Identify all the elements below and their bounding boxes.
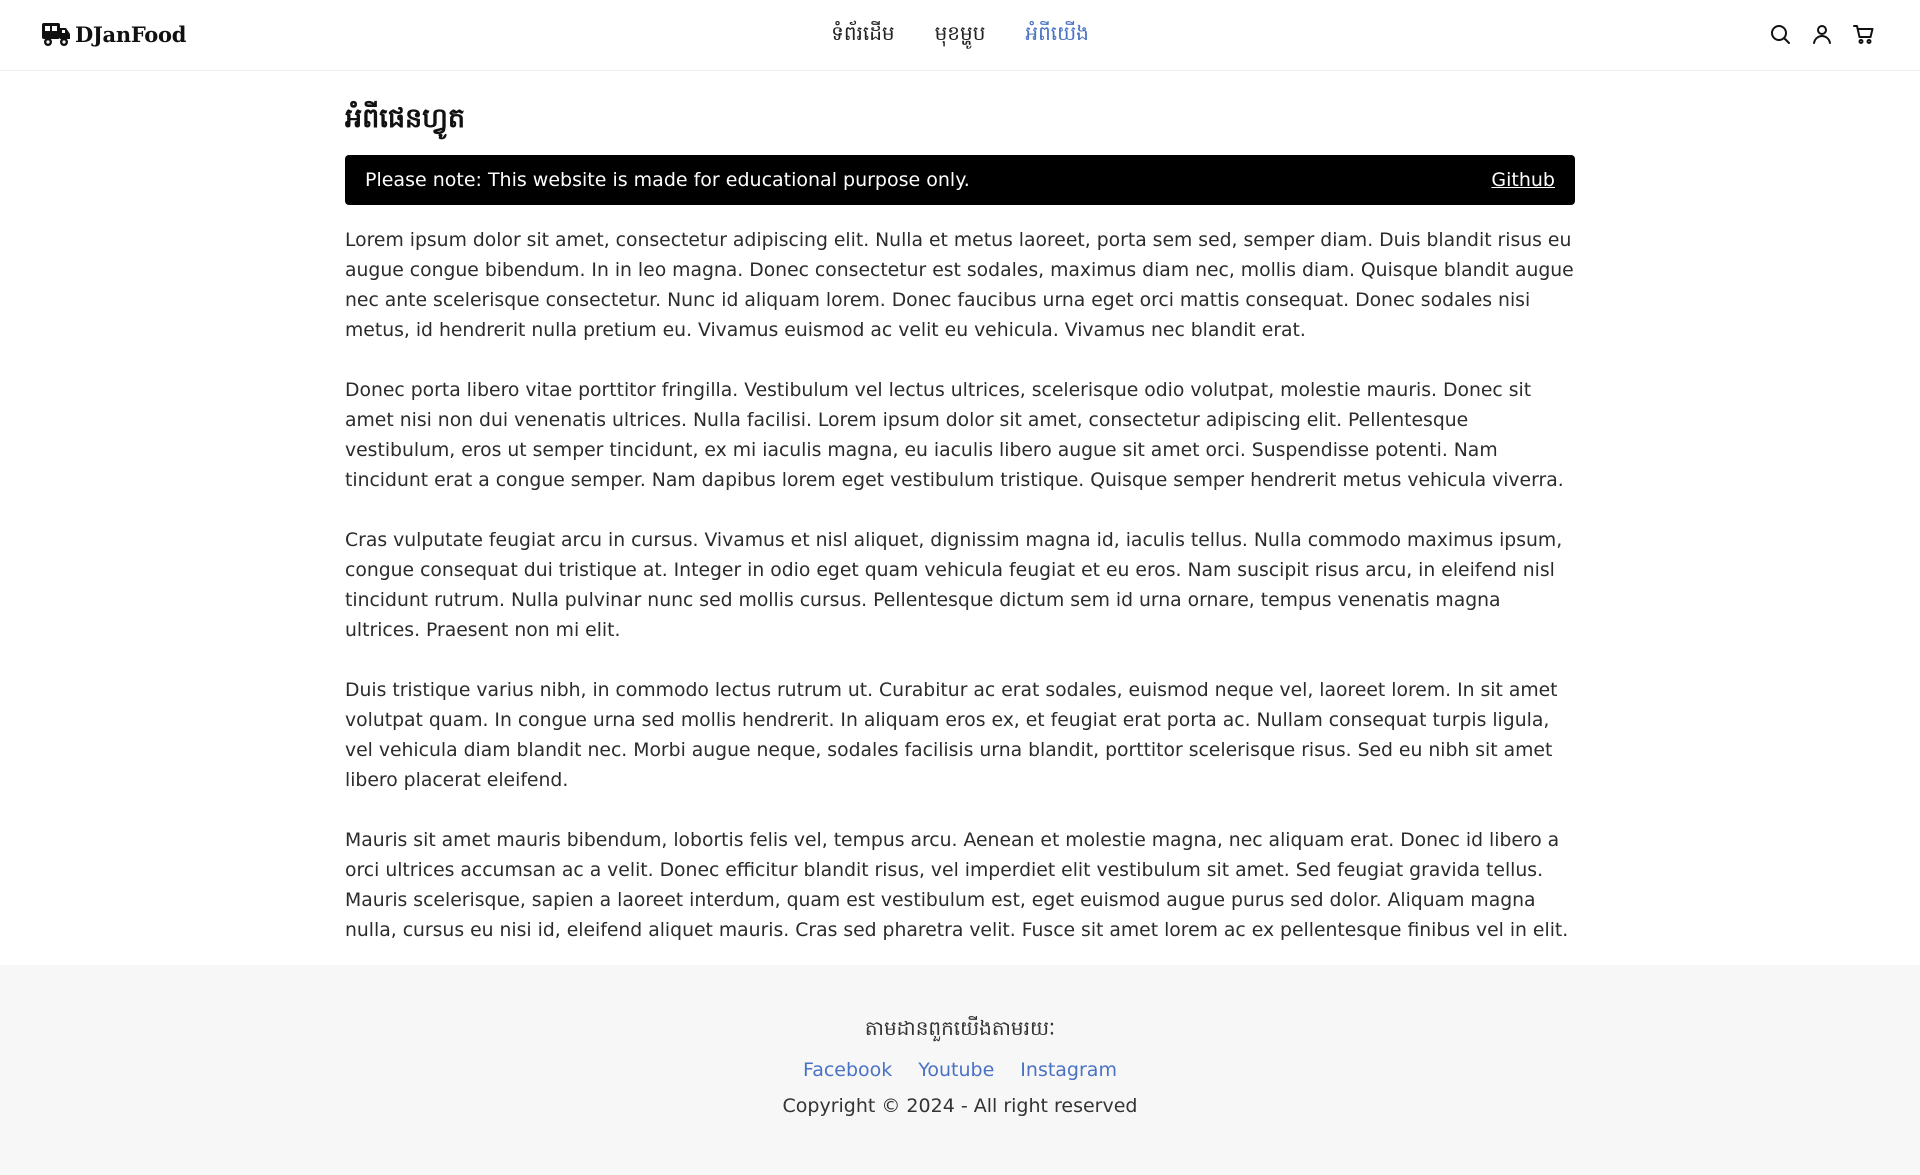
page-title: អំពីផេនហ្វូត	[345, 103, 465, 134]
paragraph: Duis tristique varius nibh, in commodo lectus rutrum ut. Curabitur ac erat sodales, euismod neque vel, laoreet lorem. In sit amet volutpat quam. In congue urna sed mollis hendrerit. In aliquam eros ex, et feugiat erat porta ac. Nullam consequat turpis ligula, vel vehicula diam blandit nec. Morbi augue neque, sodales facilisis urna blandit, porttitor scelerisque risus. Sed eu nibh sit amet libero placerat eleifend.	[345, 680, 1558, 791]
nav-home[interactable]: ទំព័រដើម	[831, 21, 895, 45]
footer-follow-title: តាមដានពួកយើងតាមរយៈ	[864, 1016, 1056, 1040]
main-nav	[0, 0, 1920, 70]
nav-about[interactable]: អំពីយើង	[1025, 21, 1089, 45]
notice-text: Please note: This website is made for educational purpose only.	[365, 169, 970, 191]
paragraph: Donec porta libero vitae porttitor fringilla. Vestibulum vel lectus ultrices, scelerisque odio volutpat, molestie mauris. Donec sit amet nisi non dui venenatis ultrices. Nulla facilisi. Lorem ipsum dolor sit amet, consectetur adipiscing elit. Pellentesque vestibulum, eros ut semper tincidunt, ex mi iaculis magna, eu iaculis libero augue sit amet orci. Suspendisse potenti. Nam tincidunt erat a congue semper. Nam dapibus lorem eget vestibulum tristique. Quisque semper hendrerit metus vehicula viverra.	[345, 380, 1564, 491]
paragraph: Mauris sit amet mauris bibendum, lobortis felis vel, tempus arcu. Aenean et molestie magna, nec aliquam erat. Donec id libero a orci ultrices accumsan ac a velit. Donec efficitur blandit risus, vel imperdiet elit vestibulum sit amet. Sed feugiat gravida tellus. Mauris scelerisque, sapien a laoreet interdum, quam est vestibulum est, eget euismod augue purus sed dolor. Aliquam magna nulla, cursus eu nisi id, eleifend aliquet mauris. Cras sed pharetra velit. Fusce sit amet lorem ac ex pellentesque finibus vel in elit.	[345, 830, 1569, 941]
nav-menu[interactable]: មុខម្ហូប	[934, 21, 986, 45]
cart-icon[interactable]	[1852, 22, 1876, 46]
site-header	[0, 0, 1920, 71]
social-links	[0, 1059, 1920, 1081]
notice-banner	[345, 155, 1575, 205]
food-truck-icon	[41, 19, 71, 49]
youtube-link[interactable]: Youtube	[918, 1059, 995, 1081]
search-icon[interactable]	[1768, 22, 1792, 46]
instagram-link[interactable]: Instagram	[1020, 1059, 1117, 1081]
paragraph: Lorem ipsum dolor sit amet, consectetur adipiscing elit. Nulla et metus laoreet, porta sem sed, semper diam. Duis blandit risus eu augue congue bibendum. In in leo magna. Donec consectetur est sodales, maximus diam nec, mollis diam. Quisque blandit augue nec ante scelerisque consectetur. Nunc id aliquam lorem. Donec faucibus urna eget orci mattis consequat. Donec sodales nisi metus, id hendrerit nulla pretium eu. Vivamus euismod ac velit eu vehicula. Vivamus nec blandit erat.	[345, 230, 1574, 341]
brand-logo-link[interactable]	[41, 19, 186, 49]
copyright-text: Copyright © 2024 - All right reserved	[782, 1095, 1138, 1117]
header-actions	[1768, 22, 1876, 46]
paragraph: Cras vulputate feugiat arcu in cursus. Vivamus et nisl aliquet, dignissim magna id, iaculis tellus. Nulla commodo maximus ipsum, congue consequat dui tristique at. Integer in odio eget quam vehicula feugiat et eu eros. Nam suscipit risus arcu, in eleifend nisl tincidunt rutrum. Nulla pulvinar nunc sed mollis cursus. Pellentesque dictum sem id urna ornare, tempus venenatis magna ultrices. Praesent non mi elit.	[345, 530, 1563, 641]
facebook-link[interactable]: Facebook	[803, 1059, 893, 1081]
user-icon[interactable]	[1810, 22, 1834, 46]
site-footer	[0, 965, 1920, 1175]
brand-name: DJanFood	[75, 21, 187, 47]
about-content	[345, 226, 1575, 946]
github-link[interactable]: Github	[1491, 169, 1555, 191]
main-content	[345, 71, 1575, 946]
